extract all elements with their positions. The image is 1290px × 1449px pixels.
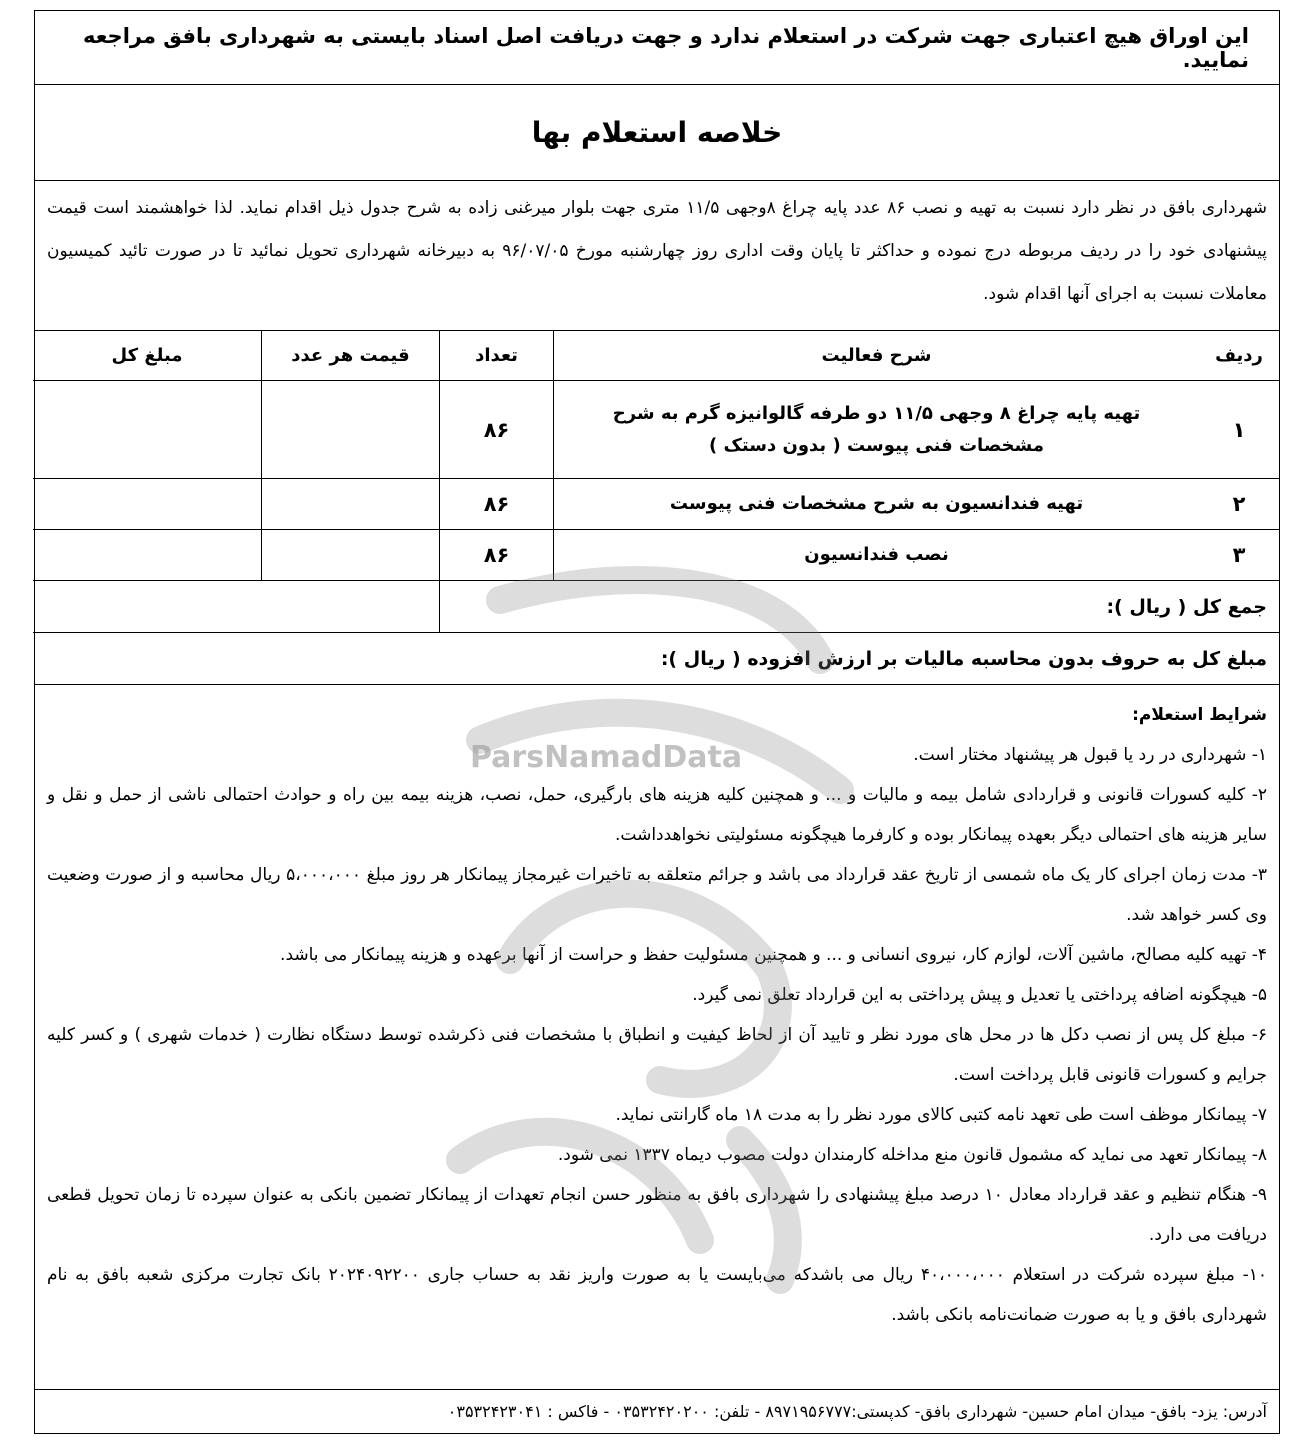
row-1-unit-price — [261, 381, 439, 479]
watermark-brand-text: ParsNamadData — [470, 740, 743, 775]
row-2-number: ۲ — [1199, 479, 1279, 530]
header-unit-price: قیمت هر عدد — [261, 331, 439, 381]
condition-item: ۱۰- مبلغ سپرده شرکت در استعلام ۴۰،۰۰۰،۰۰۰ ریال می باشدکه می‌بایست یا به صورت واریز نقد به حساب جاری ۲۰۲۴۰۹۲۲۰۰ بانک تجارت مرکزی شعبه بافق به نام شهرداری بافق و یا به صورت ضمانت‌نامه بانکی باشد. — [47, 1265, 1267, 1325]
condition-item: ۸- پیمانکار تعهد می نماید که مشمول قانون منع مداخله کارمندان دولت مصوب دیماه ۱۳۳۷ نمی شود. — [557, 1145, 1267, 1165]
condition-item: ۶- مبلغ کل پس از نصب دکل ها در محل های مورد نظر و تایید آن از لحاظ کیفیت و انطباق با مشخصات فنی ذکرشده توسط دستگاه نظارت ( خدمات شهری ) و کسر کلیه جرایم و کسورات قانونی قابل پرداخت است. — [47, 1025, 1267, 1085]
amount-in-words-label: مبلغ کل به حروف بدون محاسبه مالیات بر ارزش افزوده ( ریال ): — [35, 633, 1279, 685]
condition-item: ۵- هیچگونه اضافه پرداختی یا تعدیل و پیش پرداختی به این قرارداد تعلق نمی گیرد. — [692, 985, 1267, 1005]
notice-banner: این اوراق هیچ اعتباری جهت شرکت در استعلام ندارد و جهت دریافت اصل اسناد بایستی به شهرداری بافق مراجعه نمایید. — [35, 11, 1279, 85]
document-page — [34, 10, 1280, 1434]
sum-label: جمع کل ( ریال ): — [439, 581, 1279, 633]
condition-item: ۷- پیمانکار موظف است طی تعهد نامه کتبی کالای مورد نظر را به مدت ۱۸ ماه گارانتی نماید. — [615, 1105, 1267, 1125]
row-2-unit-price — [261, 479, 439, 530]
header-row-number: ردیف — [1199, 331, 1279, 381]
header-total: مبلغ کل — [33, 331, 261, 381]
row-2-total — [33, 479, 261, 530]
sum-value — [33, 581, 439, 633]
header-quantity: تعداد — [439, 331, 553, 381]
row-2-description: تهیه فندانسیون به شرح مشخصات فنی پیوست — [553, 479, 1199, 530]
header-description: شرح فعالیت — [553, 331, 1199, 381]
document-title: خلاصه استعلام بها — [35, 85, 1279, 181]
conditions-heading: شرایط استعلام: — [1132, 705, 1267, 725]
activity-table — [35, 331, 1279, 633]
condition-item: ۴- تهیه کلیه مصالح، ماشین آلات، لوازم کار، نیروی انسانی و ... و همچنین مسئولیت حفظ و حراست از آنها برعهده و هزینه پیمانکار می باشد. — [280, 945, 1267, 965]
row-3-unit-price — [261, 530, 439, 581]
condition-item: ۱- شهرداری در رد یا قبول هر پیشنهاد مختار است. — [913, 745, 1267, 765]
row-3-number: ۳ — [1199, 530, 1279, 581]
conditions-section — [35, 685, 1279, 1388]
row-2-quantity: ۸۶ — [439, 479, 553, 530]
address-footer: آدرس: یزد- بافق- میدان امام حسین- شهرداری بافق- کدپستی:۸۹۷۱۹۵۶۷۷۷ - تلفن: ۰۳۵۳۲۴۲۰۲۰۰ - فاکس : ۰۳۵۳۲۴۲۳۰۴۱ — [35, 1389, 1279, 1433]
row-1-quantity: ۸۶ — [439, 381, 553, 479]
row-3-description: نصب فندانسیون — [553, 530, 1199, 581]
row-3-total — [33, 530, 261, 581]
row-1-total — [33, 381, 261, 479]
condition-item: ۳- مدت زمان اجرای کار یک ماه شمسی از تاریخ عقد قرارداد می باشد و جرائم متعلقه به تاخیرات غیرمجاز پیمانکار هر روز مبلغ ۵،۰۰۰،۰۰۰ ریال محاسبه و از صورت وضعیت وی کسر خواهد شد. — [47, 865, 1267, 925]
row-3-quantity: ۸۶ — [439, 530, 553, 581]
condition-item: ۲- کلیه کسورات قانونی و قراردادی شامل بیمه و مالیات و ... و همچنین کلیه هزینه های بارگیری، حمل، نصب، هزینه بیمه بین راه و حوادث احتمالی ناشی از حمل و نقل و سایر هزینه های احتمالی دیگر بعهده پیمانکار بوده و کارفرما هیچگونه مسئولیتی نخواهدداشت. — [47, 785, 1267, 845]
row-1-description: تهیه پایه چراغ ۸ وجهی ۱۱/۵ دو طرفه گالوانیزه گرم به شرح مشخصات فنی پیوست ( بدون دستک ) — [553, 381, 1199, 479]
row-1-number: ۱ — [1199, 381, 1279, 479]
condition-item: ۹- هنگام تنظیم و عقد قرارداد معادل ۱۰ درصد مبلغ پیشنهادی را شهرداری بافق به منظور حسن انجام تعهدات از پیمانکار تضمین بانکی به عنوان سپرده تا زمان تحویل قطعی دریافت می دارد. — [47, 1185, 1267, 1245]
intro-paragraph: شهرداری بافق در نظر دارد نسبت به تهیه و نصب ۸۶ عدد پایه چراغ ۸وجهی ۱۱/۵ متری جهت بلوار میرغنی زاده به شرح جدول ذیل اقدام نماید. لذا خواهشمند است قیمت پیشنهادی خود را در ردیف مربوطه درج نموده و حداکثر تا پایان وقت اداری روز چهارشنبه مورخ ۹۶/۰۷/۰۵ به دبیرخانه شهرداری تحویل نمائید تا در صورت تائید کمیسیون معاملات نسبت به اجرای آنها اقدام شود. — [35, 181, 1279, 331]
